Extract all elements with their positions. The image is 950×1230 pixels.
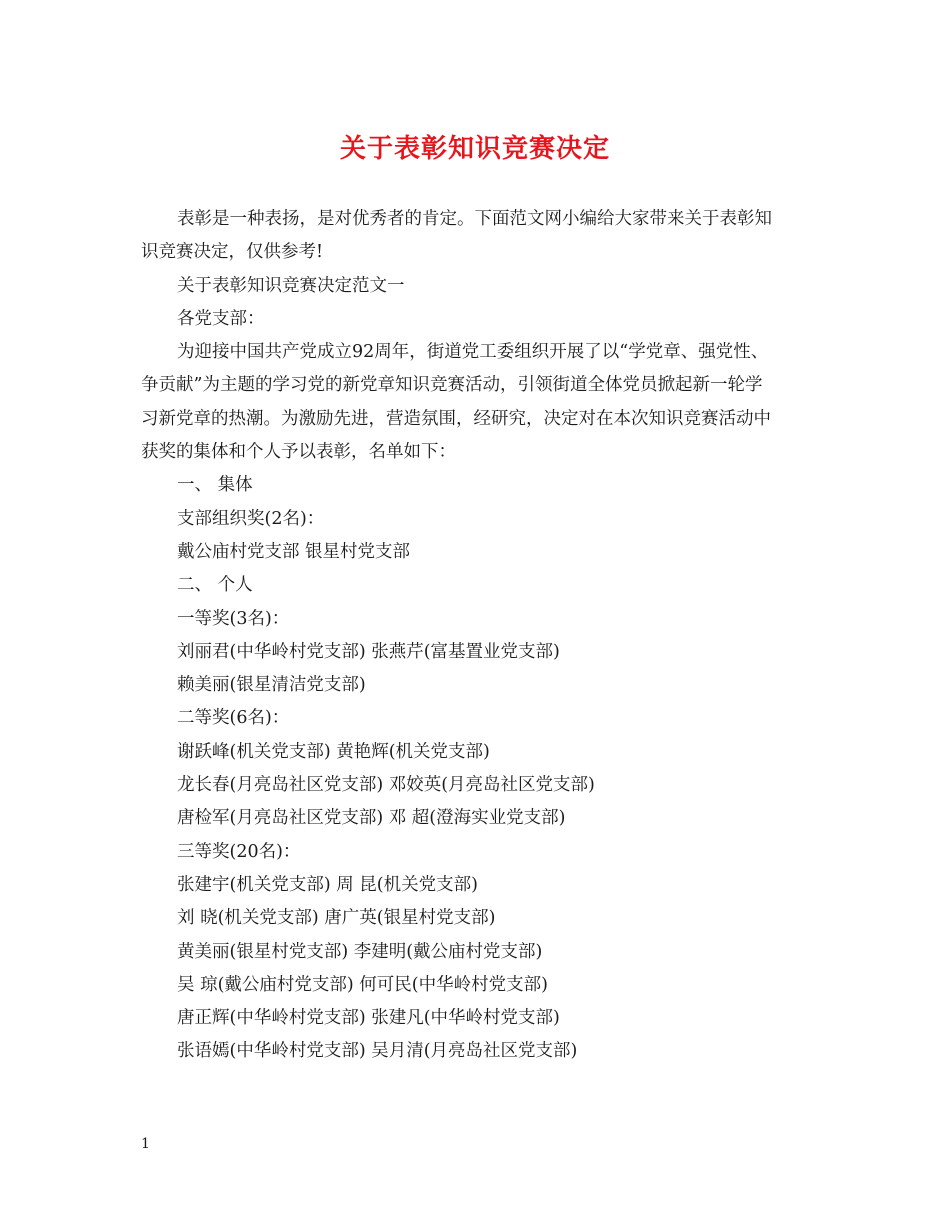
list-item: 谢跃峰(机关党支部) 黄艳辉(机关党支部)	[177, 741, 490, 762]
award-category: 支部组织奖(2名)：	[177, 508, 325, 529]
list-item: 黄美丽(银星村党支部) 李建明(戴公庙村党支部)	[177, 941, 543, 962]
list-item: 刘 晓(机关党支部) 唐广英(银星村党支部)	[177, 908, 496, 929]
award-category: 三等奖(20名)：	[177, 841, 301, 862]
list-item: 吴 琼(戴公庙村党支部) 何可民(中华岭村党支部)	[177, 974, 548, 995]
paragraph-line: 争贡献”为主题的学习党的新党章知识竞赛活动，引领街道全体党员掀起新一轮学	[141, 375, 763, 396]
list-item: 张语嫣(中华岭村党支部) 吴月清(月亮岛社区党支部)	[177, 1041, 578, 1062]
list-item: 唐检军(月亮岛社区党支部) 邓 超(澄海实业党支部)	[177, 808, 566, 829]
list-heading: 一、 集体	[177, 475, 253, 496]
paragraph-line: 表彰是一种表扬，是对优秀者的肯定。下面范文网小编给大家带来关于表彰知	[177, 209, 772, 229]
paragraph-line: 为迎接中国共产党成立92周年，街道党工委组织开展了以“学党章、强党性、	[177, 342, 769, 363]
document-body	[141, 203, 821, 1069]
list-item: 刘丽君(中华岭村党支部) 张燕芹(富基置业党支部)	[177, 641, 560, 662]
list-item: 龙长春(月亮岛社区党支部) 邓姣英(月亮岛社区党支部)	[177, 775, 595, 796]
paragraph-line: 识竞赛决定，仅供参考!	[141, 242, 324, 263]
document-title: 关于表彰知识竞赛决定	[339, 134, 610, 164]
paragraph-line: 习新党章的热潮。为激励先进，营造氛围，经研究，决定对在本次知识竞赛活动中	[141, 408, 771, 429]
list-item: 唐正辉(中华岭村党支部) 张建凡(中华岭村党支部)	[177, 1008, 560, 1029]
page-number: 1	[141, 1136, 150, 1152]
list-heading: 二、 个人	[177, 575, 253, 596]
award-category: 一等奖(3名)：	[177, 608, 290, 629]
award-category: 二等奖(6名)：	[177, 708, 290, 729]
section-heading: 关于表彰知识竞赛决定范文一	[177, 275, 405, 296]
list-item: 赖美丽(银星清洁党支部)	[177, 675, 366, 696]
paragraph-line: 获奖的集体和个人予以表彰，名单如下：	[141, 442, 456, 463]
list-item: 张建宇(机关党支部) 周 昆(机关党支部)	[177, 874, 478, 895]
list-item: 戴公庙村党支部 银星村党支部	[177, 541, 411, 562]
salutation: 各党支部：	[177, 308, 265, 329]
